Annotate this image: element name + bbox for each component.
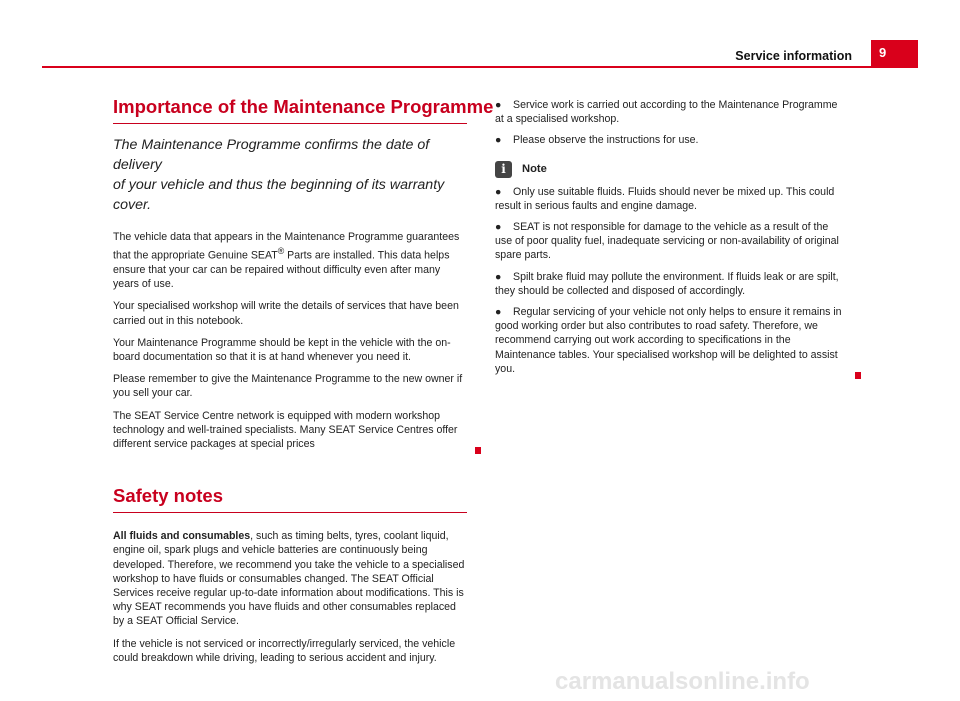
right-column <box>495 98 847 383</box>
p1-text-b: Parts are installed. This data helps ensure that your car can be repaired without difficulty even after many years of use. <box>113 249 450 291</box>
list-item <box>495 305 847 376</box>
lead-line-2: of your vehicle and thus the beginning of its warranty cover. <box>113 177 445 213</box>
list-item-text: SEAT is not responsible for damage to the vehicle as a result of the use of poor quality fuel, inadequate servicing or non-availability of original spare parts. <box>495 221 839 262</box>
bullet-icon: ● <box>495 185 502 198</box>
paragraph-service-network <box>113 409 467 452</box>
header-rule <box>42 66 918 68</box>
list-item-text: Spilt brake fluid may pollute the environment. If fluids leak or are spilt, they should be collected and disposed of accordingly. <box>495 270 839 297</box>
header-title: Service information <box>735 49 852 63</box>
list-item <box>495 98 847 126</box>
list-item <box>495 270 847 298</box>
list-item-text: Service work is carried out according to the Maintenance Programme at a specialised workshop. <box>495 99 838 126</box>
list-item-text: Please observe the instructions for use. <box>513 134 699 147</box>
note-header <box>495 161 847 178</box>
note-list <box>495 185 847 376</box>
list-item <box>495 133 847 147</box>
safety-section <box>113 485 467 665</box>
section-heading-safety: Safety notes <box>113 485 467 513</box>
section-heading-maintenance: Importance of the Maintenance Programme <box>113 96 467 124</box>
section-end-marker <box>855 372 861 379</box>
info-icon: i <box>495 161 512 178</box>
bullet-icon: ● <box>495 306 502 319</box>
fluids-text: , such as timing belts, tyres, coolant liquid, engine oil, spark plugs and vehicle batteries are continuously being developed. Therefore, we recommend you take the vehicle to a specialised workshop to have fluids or consumables changed. The SEAT Official Services receive regular up-to-date information about modifications. This is why SEAT recommends you have fluids and other consumables replaced by a SEAT Official Service. <box>113 530 465 628</box>
paragraph-fluids <box>113 529 467 628</box>
paragraph-breakdown: If the vehicle is not serviced or incorrectly/irregularly serviced, the vehicle could breakdown while driving, leading to serious accident and injury. <box>113 637 456 664</box>
list-item-text: Regular servicing of your vehicle not only helps to ensure it remains in good working order but also contributes to road safety. Therefore, we recommend carrying out work according to specifications in the Maintenance tables. Your specialised workshop will be delighted to assist you. <box>495 306 842 375</box>
registered-mark: ® <box>277 246 285 257</box>
fluids-bold-lead: All fluids and consumables <box>113 530 251 543</box>
p1-text-a: The vehicle data that appears in the Maintenance Programme guarantees that the appropriate Genuine SEAT <box>113 231 460 262</box>
watermark-text: carmanualsonline.info <box>555 668 810 695</box>
section-end-marker <box>475 447 481 454</box>
page-number: 9 <box>879 45 887 60</box>
bullet-list-top <box>495 98 847 148</box>
lead-line-1: The Maintenance Programme confirms the date of delivery <box>113 137 430 173</box>
lead-text <box>113 135 467 215</box>
list-item <box>495 220 847 263</box>
paragraph-keep-in-vehicle: Your Maintenance Programme should be kept in the vehicle with the on-board documentation so that it is at hand whenever you need it. <box>113 336 451 363</box>
bullet-icon: ● <box>495 221 502 234</box>
p5-text: The SEAT Service Centre network is equipped with modern workshop technology and well-trained specialists. Many SEAT Service Centres offer different service packages at special prices <box>113 409 458 450</box>
bullet-icon: ● <box>495 134 502 147</box>
list-item <box>495 185 847 213</box>
paragraph-new-owner: Please remember to give the Maintenance Programme to the new owner if you sell your car. <box>113 373 463 400</box>
paragraph-vehicle-data <box>113 230 467 291</box>
list-item-text: Only use suitable fluids. Fluids should never be mixed up. This could result in serious faults and engine damage. <box>495 185 835 212</box>
left-column <box>113 96 494 673</box>
bullet-icon: ● <box>495 99 502 111</box>
paragraph-workshop: Your specialised workshop will write the details of services that have been carried out in this notebook. <box>113 300 459 327</box>
bullet-icon: ● <box>495 270 502 283</box>
note-label: Note <box>522 163 547 176</box>
